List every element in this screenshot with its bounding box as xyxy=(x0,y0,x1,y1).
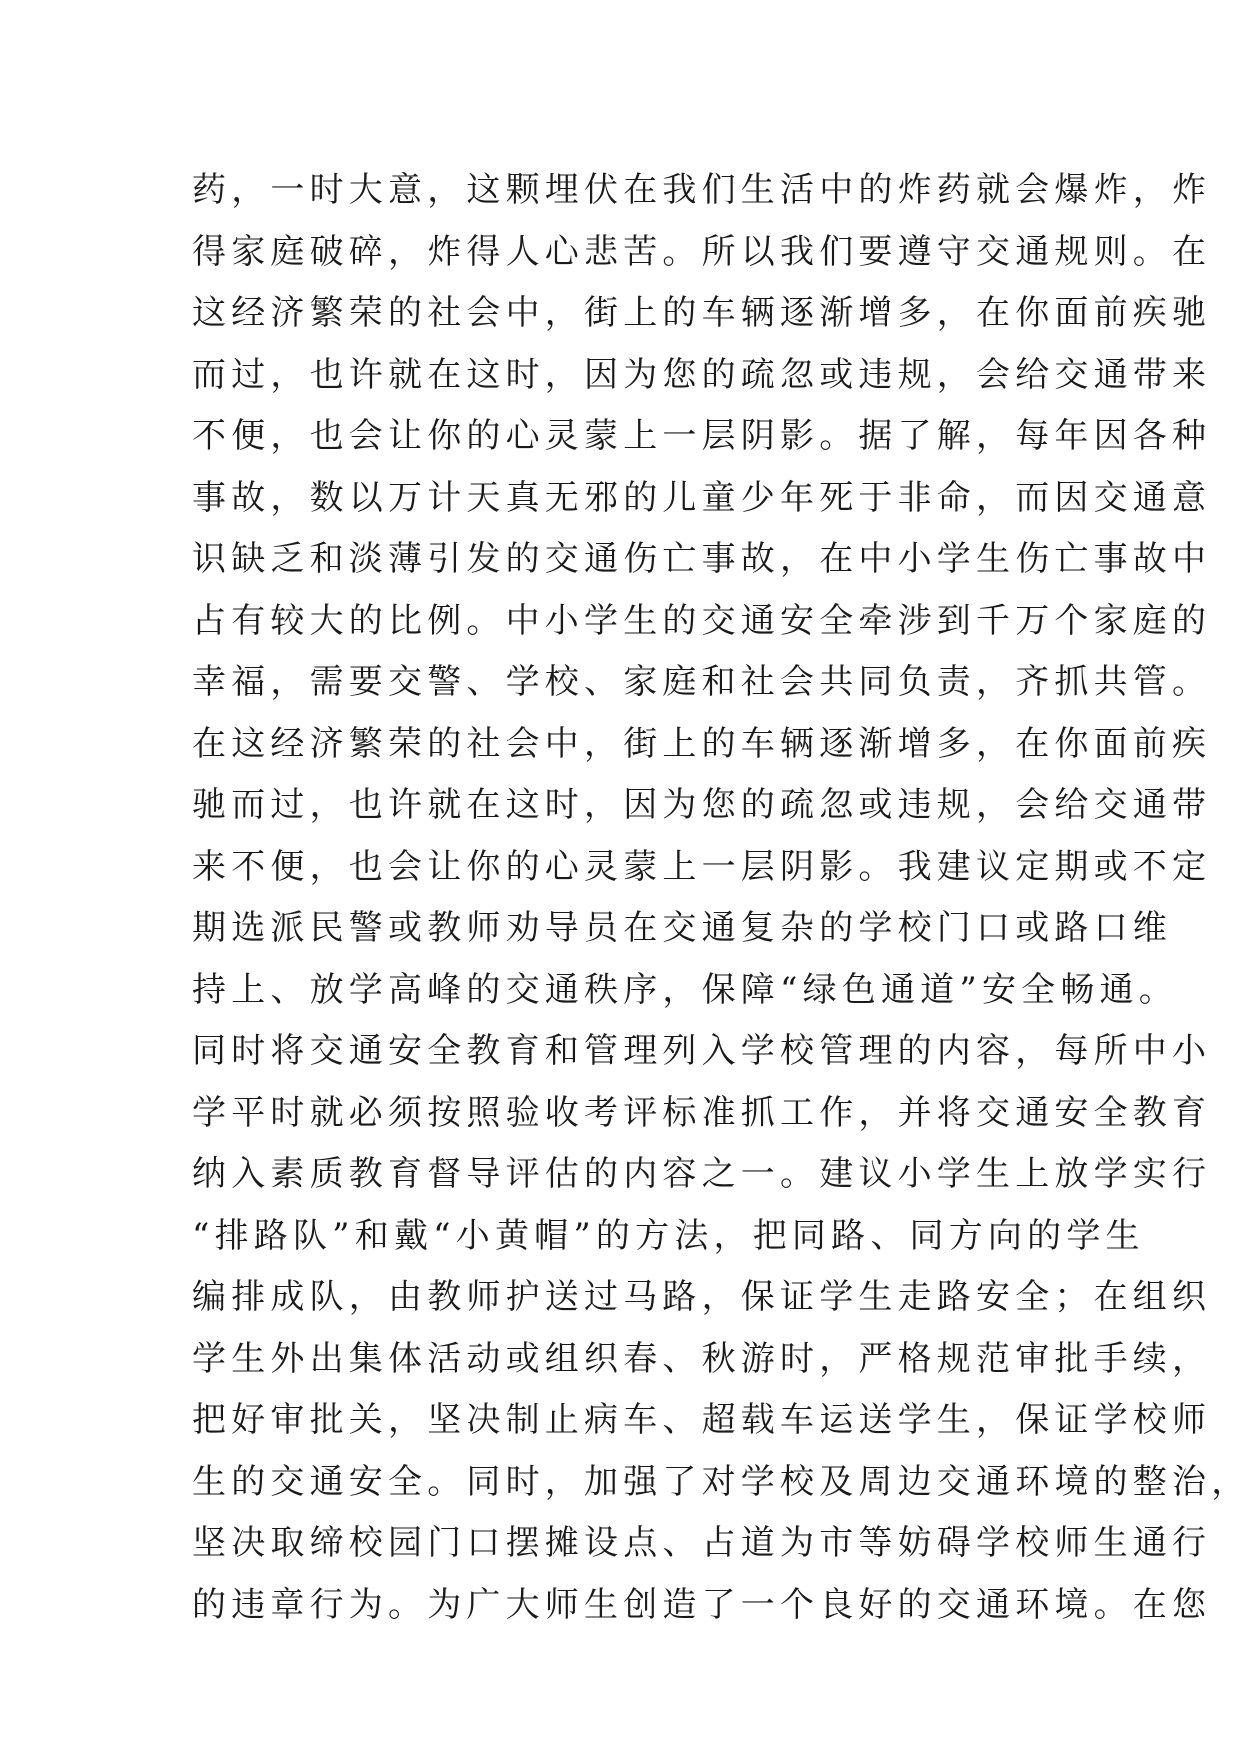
text-line: 期选派民警或教师劝导员在交通复杂的学校门口或路口维 xyxy=(192,908,1172,948)
text-line: 而过，也许就在这时，因为您的疏忽或违规，会给交通带来 xyxy=(192,354,1212,395)
text-line: 来不便，也会让你的心灵蒙上一层阴影。我建议定期或不定 xyxy=(192,846,1212,887)
text-line: 持上、放学高峰的交通秩序，保障“绿色通道”安全畅通。 xyxy=(192,969,1178,1010)
text-line: 占有较大的比例。中小学生的交通安全牵涉到千万个家庭的 xyxy=(192,600,1212,641)
text-line: 的违章行为。为广大师生创造了一个良好的交通环境。在您 xyxy=(192,1584,1212,1625)
text-line: 在这经济繁荣的社会中，街上的车辆逐渐增多，在你面前疾 xyxy=(192,723,1212,764)
text-line: 把好审批关，坚决制止病车、超载车运送学生，保证学校师 xyxy=(192,1400,1212,1440)
text-line: 编排成队，由教师护送过马路，保证学生走路安全；在组织 xyxy=(192,1277,1212,1317)
body-text xyxy=(192,160,1250,1636)
text-line: 不便，也会让你的心灵蒙上一层阴影。据了解，每年因各种 xyxy=(192,416,1212,456)
text-line: 这经济繁荣的社会中，街上的车辆逐渐增多，在你面前疾驰 xyxy=(192,293,1212,333)
text-line: 事故，数以万计天真无邪的儿童少年死于非命，而因交通意 xyxy=(192,477,1212,518)
text-line: 生的交通安全。同时，加强了对学校及周边交通环境的整治， xyxy=(192,1461,1250,1502)
text-line: 学平时就必须按照验收考评标准抓工作，并将交通安全教育 xyxy=(192,1092,1212,1133)
text-line: 幸福，需要交警、学校、家庭和社会共同负责，齐抓共管。 xyxy=(192,662,1212,702)
text-line: 得家庭破碎，炸得人心悲苦。所以我们要遵守交通规则。在 xyxy=(192,231,1212,272)
text-line: “排路队”和戴“小黄帽”的方法，把同路、同方向的学生 xyxy=(192,1215,1145,1256)
text-line: 驰而过，也许就在这时，因为您的疏忽或违规，会给交通带 xyxy=(192,785,1212,825)
text-line: 学生外出集体活动或组织春、秋游时，严格规范审批手续， xyxy=(192,1338,1212,1379)
text-line: 纳入素质教育督导评估的内容之一。建议小学生上放学实行 xyxy=(192,1154,1212,1194)
text-line: 同时将交通安全教育和管理列入学校管理的内容，每所中小 xyxy=(192,1031,1212,1071)
text-line: 识缺乏和淡薄引发的交通伤亡事故，在中小学生伤亡事故中 xyxy=(192,539,1212,579)
text-line: 药，一时大意，这颗埋伏在我们生活中的炸药就会爆炸，炸 xyxy=(192,170,1212,210)
text-line: 坚决取缔校园门口摆摊设点、占道为市等妨碍学校师生通行 xyxy=(192,1523,1212,1563)
